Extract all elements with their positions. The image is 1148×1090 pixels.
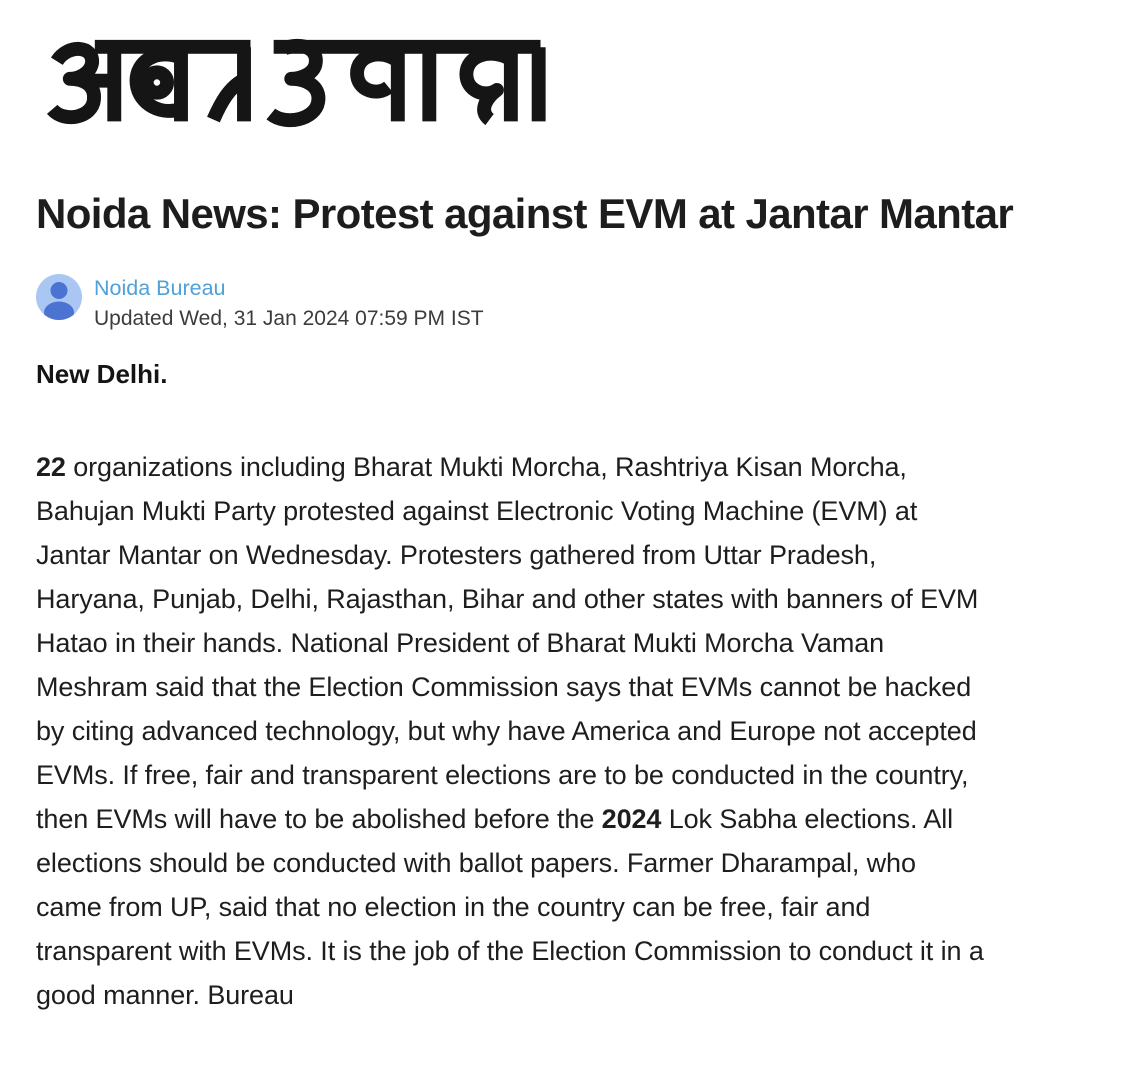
body-line: Hatao in their hands. National President of Bharat Mukti Morcha Vaman <box>36 628 885 658</box>
body-line: came from UP, said that no election in the country can be free, fair and <box>36 892 871 922</box>
body-line: Bahujan Mukti Party protested against Electronic Voting Machine (EVM) at <box>36 496 918 526</box>
author-link[interactable]: Noida Bureau <box>94 276 226 300</box>
article-body <box>36 445 1110 1017</box>
body-line: by citing advanced technology, but why have America and Europe not accepted <box>36 716 977 746</box>
body-line: EVMs. If free, fair and transparent elections are to be conducted in the country, <box>36 760 969 790</box>
body-line: Jantar Mantar on Wednesday. Protesters gathered from Uttar Pradesh, <box>36 540 877 570</box>
amar-ujala-logo-icon <box>42 36 547 129</box>
body-line: Haryana, Punjab, Delhi, Rajasthan, Bihar and other states with banners of EVM <box>36 584 979 614</box>
amar-ujala-logo[interactable] <box>42 36 547 129</box>
byline <box>36 274 1110 331</box>
body-line: 22 organizations including Bharat Mukti Morcha, Rashtriya Kisan Morcha, <box>36 452 907 482</box>
body-line: good manner. Bureau <box>36 980 294 1010</box>
dateline: New Delhi. <box>36 359 168 389</box>
author-avatar-icon <box>36 274 82 320</box>
body-line: then EVMs will have to be abolished before the 2024 Lok Sabha elections. All <box>36 804 954 834</box>
updated-timestamp: Updated Wed, 31 Jan 2024 07:59 PM IST <box>94 307 484 330</box>
byline-text <box>94 274 484 331</box>
article-title: Noida News: Protest against EVM at Jantar Mantar <box>36 190 1014 237</box>
body-line: transparent with EVMs. It is the job of the Election Commission to conduct it in a <box>36 936 984 966</box>
body-line: Meshram said that the Election Commission says that EVMs cannot be hacked <box>36 672 972 702</box>
body-line: elections should be conducted with ballot papers. Farmer Dharampal, who <box>36 848 916 878</box>
